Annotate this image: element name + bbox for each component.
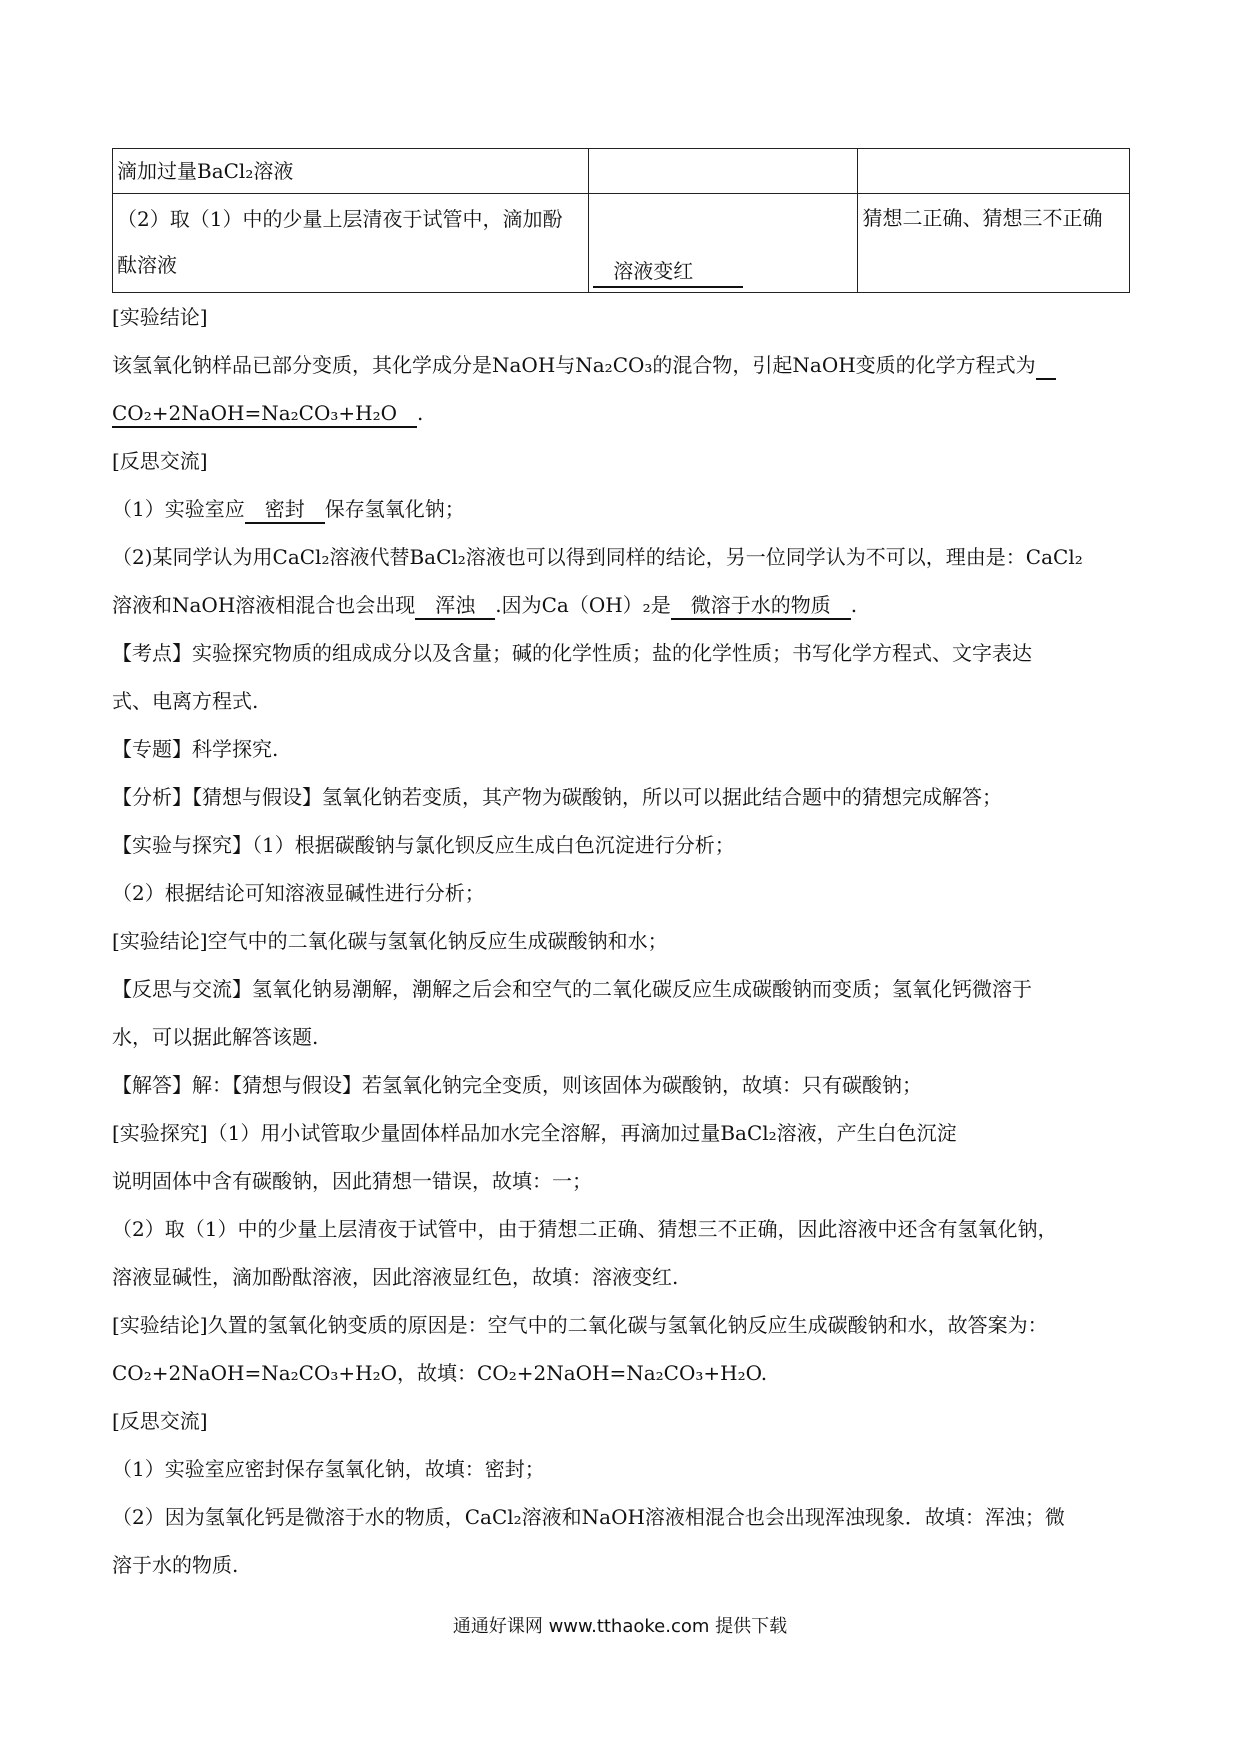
text-line xyxy=(112,773,1130,821)
line-text: . xyxy=(417,401,424,425)
line-text: CO₂+2NaOH=Na₂CO₃+H₂O，故填：CO₂+2NaOH=Na₂CO₃+H₂O. xyxy=(112,1361,768,1385)
text-line xyxy=(112,725,1130,773)
text-line xyxy=(112,1013,1130,1061)
line-text: 溶于水的物质. xyxy=(112,1553,239,1577)
text-line xyxy=(112,1253,1130,1301)
text-line xyxy=(112,1157,1130,1205)
cell-line: （2）取（1）中的少量上层清夜于试管中，滴加酚 xyxy=(117,207,563,231)
line-text: （1）实验室应 xyxy=(112,497,245,521)
table-cell: 滴加过量BaCl₂溶液 xyxy=(113,149,589,194)
text-line xyxy=(112,293,1130,341)
cell-line: 酞溶液 xyxy=(117,253,177,277)
text-line xyxy=(112,485,1130,533)
text-line xyxy=(112,869,1130,917)
table-cell xyxy=(589,194,858,293)
line-text: 式、电离方程式. xyxy=(112,689,259,713)
text-line xyxy=(112,965,1130,1013)
text-line xyxy=(112,1493,1130,1541)
line-text: 说明固体中含有碳酸钠，因此猜想一错误，故填：一； xyxy=(112,1169,592,1193)
line-text: （1）实验室应密封保存氢氧化钠，故填：密封； xyxy=(112,1457,545,1481)
line-text: [实验结论] xyxy=(112,305,208,329)
text-line xyxy=(112,1205,1130,1253)
text-line xyxy=(112,677,1130,725)
table-cell xyxy=(113,194,589,293)
line-text: （2）取（1）中的少量上层清夜于试管中，由于猜想二正确、猜想三不正确，因此溶液中还含有氢氧化钠， xyxy=(112,1217,1058,1241)
text-line xyxy=(112,629,1130,677)
line-text: [反思交流] xyxy=(112,1409,208,1433)
text-line xyxy=(112,1445,1130,1493)
table-row xyxy=(113,149,1130,194)
line-text: . xyxy=(850,593,858,617)
document-body xyxy=(112,148,1130,1589)
page-footer: 通通好课网 www.tthaoke.com 提供下载 xyxy=(452,1616,788,1637)
line-text: 【实验与探究】（1）根据碳酸钠与氯化钡反应生成白色沉淀进行分析； xyxy=(112,833,735,857)
line-text: （2）因为氢氧化钙是微溶于水的物质，CaCl₂溶液和NaOH溶液相混合也会出现浑浊现象．故填：浑浊；微 xyxy=(112,1505,1065,1529)
text-line xyxy=(112,1301,1130,1349)
text-line xyxy=(112,821,1130,869)
answer-blank: 密封 xyxy=(245,496,325,524)
table-cell xyxy=(858,149,1130,194)
answer-blank: 溶液变红 xyxy=(593,256,743,288)
line-text: 【分析】【猜想与假设】氢氧化钠若变质，其产物为碳酸钠，所以可以据此结合题中的猜想完成解答； xyxy=(112,785,1002,809)
text-line xyxy=(112,1061,1130,1109)
line-text: 溶液显碱性，滴加酚酞溶液，因此溶液显红色，故填：溶液变红. xyxy=(112,1265,679,1289)
experiment-table xyxy=(112,148,1130,293)
line-text: 【反思与交流】氢氧化钠易潮解，潮解之后会和空气的二氧化碳反应生成碳酸钠而变质；氢氧化钙微溶于 xyxy=(112,977,1032,1001)
line-text: 【解答】解：【猜想与假设】若氢氧化钠完全变质，则该固体为碳酸钠，故填：只有碳酸钠； xyxy=(112,1073,922,1097)
text-line xyxy=(112,581,1130,629)
line-text: 【专题】科学探究. xyxy=(112,737,279,761)
text-line xyxy=(112,1349,1130,1397)
table-row xyxy=(113,194,1130,293)
line-text: 该氢氧化钠样品已部分变质，其化学成分是NaOH与Na₂CO₃的混合物，引起NaOH变质的化学方程式为 xyxy=(112,353,1036,377)
line-text: [实验结论]久置的氢氧化钠变质的原因是：空气中的二氧化碳与氢氧化钠反应生成碳酸钠和水，故答案为： xyxy=(112,1313,1048,1337)
text-line xyxy=(112,917,1130,965)
line-text: .因为Ca（OH）₂是 xyxy=(495,593,671,617)
table-cell xyxy=(589,149,858,194)
answer-blank: 微溶于水的物质 xyxy=(671,592,851,620)
text-line xyxy=(112,1109,1130,1157)
line-text: [反思交流] xyxy=(112,449,208,473)
line-text: （2）根据结论可知溶液显碱性进行分析； xyxy=(112,881,485,905)
text-line xyxy=(112,437,1130,485)
text-line xyxy=(112,533,1130,581)
line-text: [实验结论]空气中的二氧化碳与氢氧化钠反应生成碳酸钠和水； xyxy=(112,929,668,953)
answer-blank xyxy=(1036,352,1056,380)
text-line xyxy=(112,389,1130,437)
answer-blank: CO₂+2NaOH=Na₂CO₃+H₂O xyxy=(112,400,417,428)
line-text: 水，可以据此解答该题. xyxy=(112,1025,319,1049)
text-lines xyxy=(112,293,1130,1589)
line-text: 【考点】实验探究物质的组成成分以及含量；碱的化学性质；盐的化学性质；书写化学方程式、文字表达 xyxy=(112,641,1032,665)
line-text: （2)某同学认为用CaCl₂溶液代替BaCl₂溶液也可以得到同样的结论，另一位同学认为不可以，理由是：CaCl₂ xyxy=(112,545,1083,569)
answer-blank: 浑浊 xyxy=(415,592,495,620)
text-line xyxy=(112,1541,1130,1589)
line-text: 保存氢氧化钠； xyxy=(324,497,465,521)
line-text: [实验探究]（1）用小试管取少量固体样品加水完全溶解，再滴加过量BaCl₂溶液，产生白色沉淀 xyxy=(112,1121,957,1145)
line-text: 溶液和NaOH溶液相混合也会出现 xyxy=(112,593,416,617)
text-line xyxy=(112,341,1130,389)
text-line xyxy=(112,1397,1130,1445)
table-cell: 猜想二正确、猜想三不正确 xyxy=(858,194,1130,293)
